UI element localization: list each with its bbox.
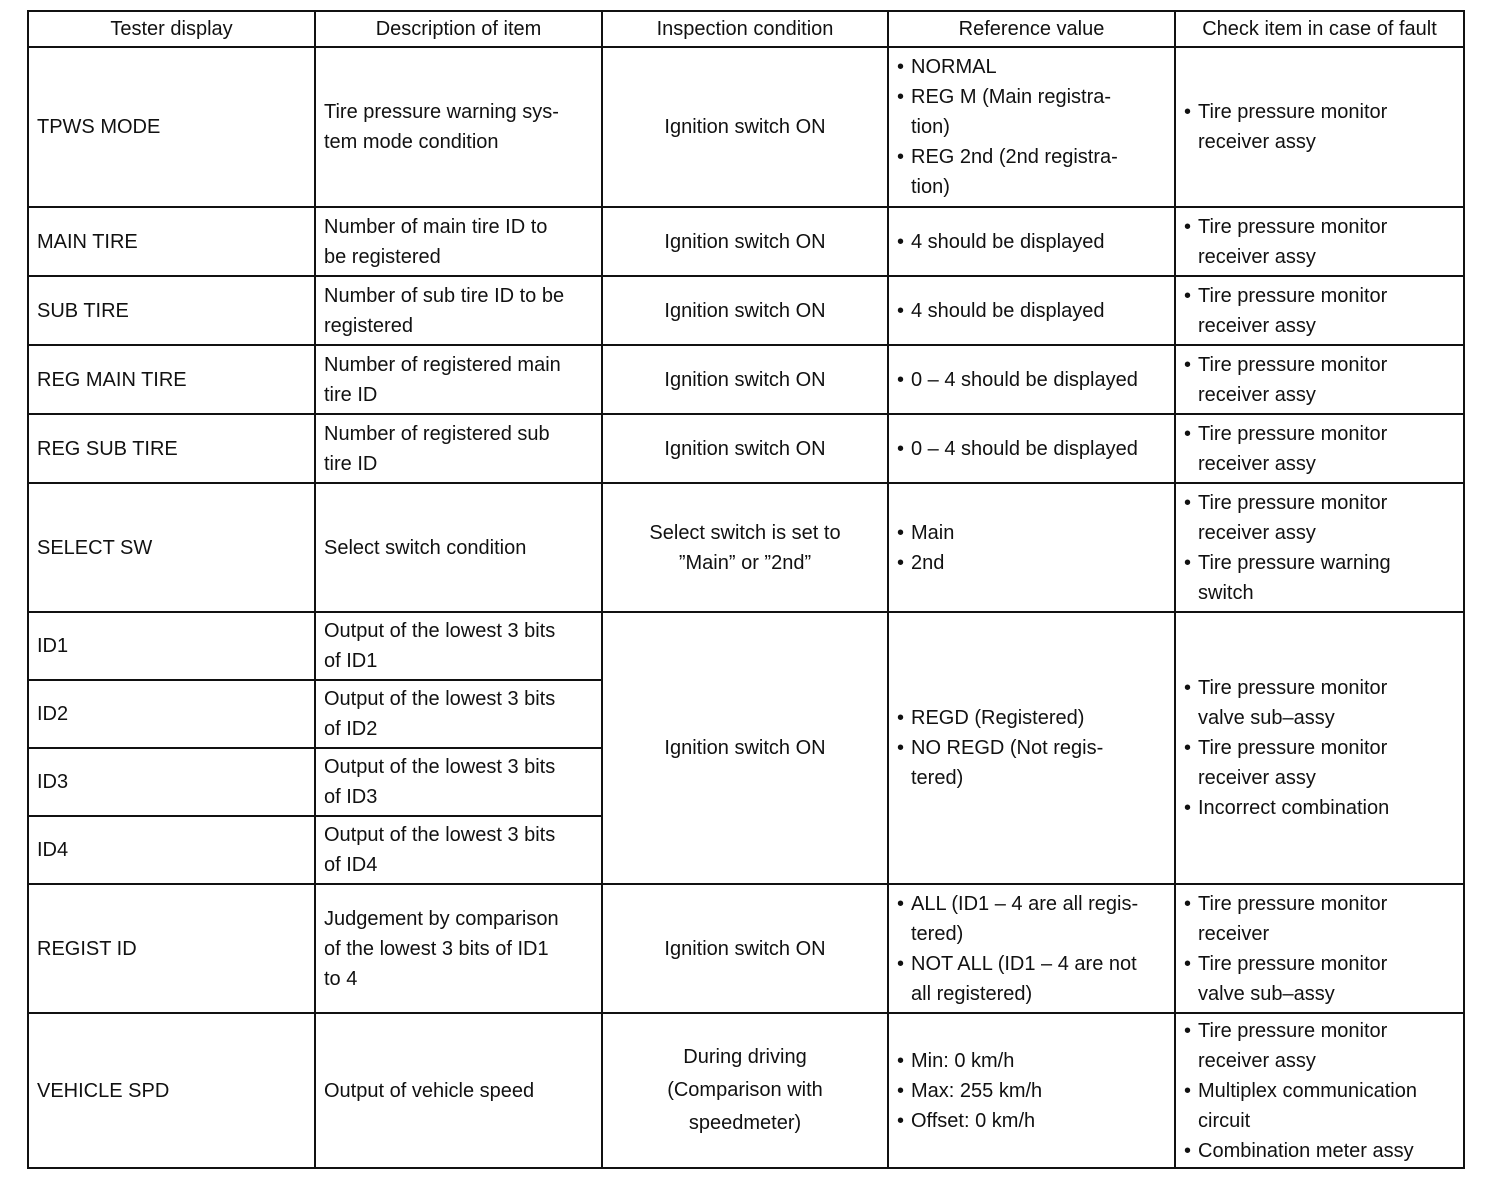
tester-display-cell: REG SUB TIRE — [28, 414, 315, 483]
description-cell — [315, 680, 602, 748]
reference-cell — [888, 47, 1175, 207]
check-item: • Combination meter assy — [1184, 1136, 1455, 1166]
description-line: tire ID — [324, 383, 378, 406]
check-item-cell — [1175, 276, 1464, 345]
description-line: of the lowest 3 bits of ID1 — [324, 937, 549, 960]
reference-cell — [888, 345, 1175, 414]
inspection-line: During driving — [683, 1046, 807, 1068]
check-item: • Tire pressure monitor receiver assy — [1184, 488, 1455, 548]
description-line: Number of registered sub — [324, 422, 550, 445]
tester-display-cell: REGIST ID — [28, 884, 315, 1013]
reference-item: • ALL (ID1 – 4 are all regis- tered) — [897, 889, 1166, 949]
inspection-cell: Ignition switch ON — [602, 276, 888, 345]
check-item: • Tire pressure monitor valve sub–assy — [1184, 673, 1455, 733]
description-line: Number of main tire ID to — [324, 215, 548, 238]
inspection-cell — [602, 1013, 888, 1168]
check-item-cell — [1175, 1013, 1464, 1168]
inspection-cell: Ignition switch ON — [602, 414, 888, 483]
description-line: be registered — [324, 245, 441, 268]
description-cell — [315, 612, 602, 680]
check-item-cell — [1175, 345, 1464, 414]
tester-display-cell: REG MAIN TIRE — [28, 345, 315, 414]
reference-item: • REGD (Registered) — [897, 703, 1166, 733]
description-line: to 4 — [324, 967, 358, 990]
inspection-line: ”Main” or ”2nd” — [678, 551, 812, 574]
description-cell — [315, 276, 602, 345]
description-line: tem mode condition — [324, 131, 499, 153]
diagnostic-data-table — [27, 10, 1465, 1169]
table-row-id1 — [28, 612, 1464, 680]
check-item: • Tire pressure warning switch — [1184, 548, 1455, 608]
tester-display-cell: ID4 — [28, 816, 315, 884]
reference-item: • REG M (Main registra- tion) — [897, 82, 1166, 142]
description-line: of ID1 — [324, 650, 378, 672]
tester-display-cell: ID2 — [28, 680, 315, 748]
table-row-tpws-mode — [28, 47, 1464, 207]
check-item-cell — [1175, 483, 1464, 612]
inspection-line: Select switch is set to — [649, 521, 841, 544]
check-item: • Multiplex communication circuit — [1184, 1076, 1455, 1136]
reference-cell — [888, 612, 1175, 884]
inspection-cell: Ignition switch ON — [602, 612, 888, 884]
description-line: of ID3 — [324, 786, 378, 808]
description-line: Output of the lowest 3 bits — [324, 688, 556, 710]
description-cell — [315, 816, 602, 884]
check-item: • Tire pressure monitor receiver assy — [1184, 212, 1455, 272]
reference-item: • NOT ALL (ID1 – 4 are not all registered) — [897, 949, 1166, 1009]
check-item-cell — [1175, 47, 1464, 207]
table-row-select-sw — [28, 483, 1464, 612]
description-cell — [315, 748, 602, 816]
check-item: • Tire pressure monitor receiver assy — [1184, 419, 1455, 479]
inspection-cell — [602, 483, 888, 612]
reference-cell — [888, 276, 1175, 345]
tester-display-cell: MAIN TIRE — [28, 207, 315, 276]
inspection-cell: Ignition switch ON — [602, 884, 888, 1013]
reference-item: • 2nd — [897, 548, 1166, 578]
check-item: • Tire pressure monitor receiver assy — [1184, 350, 1455, 410]
check-item-cell — [1175, 207, 1464, 276]
reference-cell — [888, 884, 1175, 1013]
check-item: • Tire pressure monitor valve sub–assy — [1184, 949, 1455, 1009]
description-cell — [315, 47, 602, 207]
header-reference-value: Reference value — [888, 11, 1175, 47]
table-row-sub-tire — [28, 276, 1464, 345]
description-line: Tire pressure warning sys- — [324, 101, 559, 123]
reference-cell — [888, 207, 1175, 276]
inspection-cell: Ignition switch ON — [602, 345, 888, 414]
inspection-cell: Ignition switch ON — [602, 47, 888, 207]
table-row-main-tire — [28, 207, 1464, 276]
description-cell: Select switch condition — [315, 483, 602, 612]
description-cell — [315, 345, 602, 414]
reference-item: • 4 should be displayed — [897, 296, 1166, 326]
reference-item: • Min: 0 km/h — [897, 1046, 1166, 1076]
reference-cell — [888, 414, 1175, 483]
table-row-reg-main-tire — [28, 345, 1464, 414]
reference-item: • Max: 255 km/h — [897, 1076, 1166, 1106]
reference-item: • 4 should be displayed — [897, 227, 1166, 257]
description-line: registered — [324, 314, 413, 337]
check-item: • Tire pressure monitor receiver — [1184, 889, 1455, 949]
check-item: • Tire pressure monitor receiver assy — [1184, 733, 1455, 793]
inspection-line: (Comparison with — [667, 1079, 823, 1101]
table-row-reg-sub-tire — [28, 414, 1464, 483]
description-cell — [315, 414, 602, 483]
description-line: Output of the lowest 3 bits — [324, 756, 556, 778]
reference-item: • Main — [897, 518, 1166, 548]
description-line: of ID4 — [324, 854, 378, 876]
tester-display-cell: SELECT SW — [28, 483, 315, 612]
check-item: • Incorrect combination — [1184, 793, 1455, 823]
tester-display-cell: VEHICLE SPD — [28, 1013, 315, 1168]
tester-display-cell: ID3 — [28, 748, 315, 816]
check-item: • Tire pressure monitor receiver assy — [1184, 281, 1455, 341]
description-line: Output of the lowest 3 bits — [324, 824, 556, 846]
check-item-cell — [1175, 612, 1464, 884]
tester-display-cell: TPWS MODE — [28, 47, 315, 207]
reference-item: • 0 – 4 should be displayed — [897, 434, 1166, 464]
check-item: • Tire pressure monitor receiver assy — [1184, 1016, 1455, 1076]
reference-item: • NORMAL — [897, 52, 1166, 82]
description-cell — [315, 884, 602, 1013]
reference-item: • Offset: 0 km/h — [897, 1106, 1166, 1136]
check-item: • Tire pressure monitor receiver assy — [1184, 97, 1455, 157]
reference-cell — [888, 1013, 1175, 1168]
header-row — [28, 11, 1464, 47]
table-row-regist-id — [28, 884, 1464, 1013]
table-row-vehicle-spd — [28, 1013, 1464, 1168]
description-cell — [315, 207, 602, 276]
header-check-item: Check item in case of fault — [1175, 11, 1464, 47]
description-line: Number of sub tire ID to be — [324, 284, 565, 307]
header-inspection-condition: Inspection condition — [602, 11, 888, 47]
inspection-line: speedmeter) — [688, 1112, 802, 1134]
tester-display-cell: SUB TIRE — [28, 276, 315, 345]
check-item-cell — [1175, 884, 1464, 1013]
tester-display-cell: ID1 — [28, 612, 315, 680]
header-tester-display: Tester display — [28, 11, 315, 47]
description-line: tire ID — [324, 452, 378, 475]
description-line: Number of registered main — [324, 353, 561, 376]
reference-item: • REG 2nd (2nd registra- tion) — [897, 142, 1166, 202]
check-item-cell — [1175, 414, 1464, 483]
reference-item: • 0 – 4 should be displayed — [897, 365, 1166, 395]
inspection-cell: Ignition switch ON — [602, 207, 888, 276]
description-line: of ID2 — [324, 718, 378, 740]
description-line: Output of the lowest 3 bits — [324, 620, 556, 642]
reference-item: • NO REGD (Not regis- tered) — [897, 733, 1166, 793]
header-description: Description of item — [315, 11, 602, 47]
description-cell: Output of vehicle speed — [315, 1013, 602, 1168]
description-line: Judgement by comparison — [324, 907, 559, 930]
reference-cell — [888, 483, 1175, 612]
